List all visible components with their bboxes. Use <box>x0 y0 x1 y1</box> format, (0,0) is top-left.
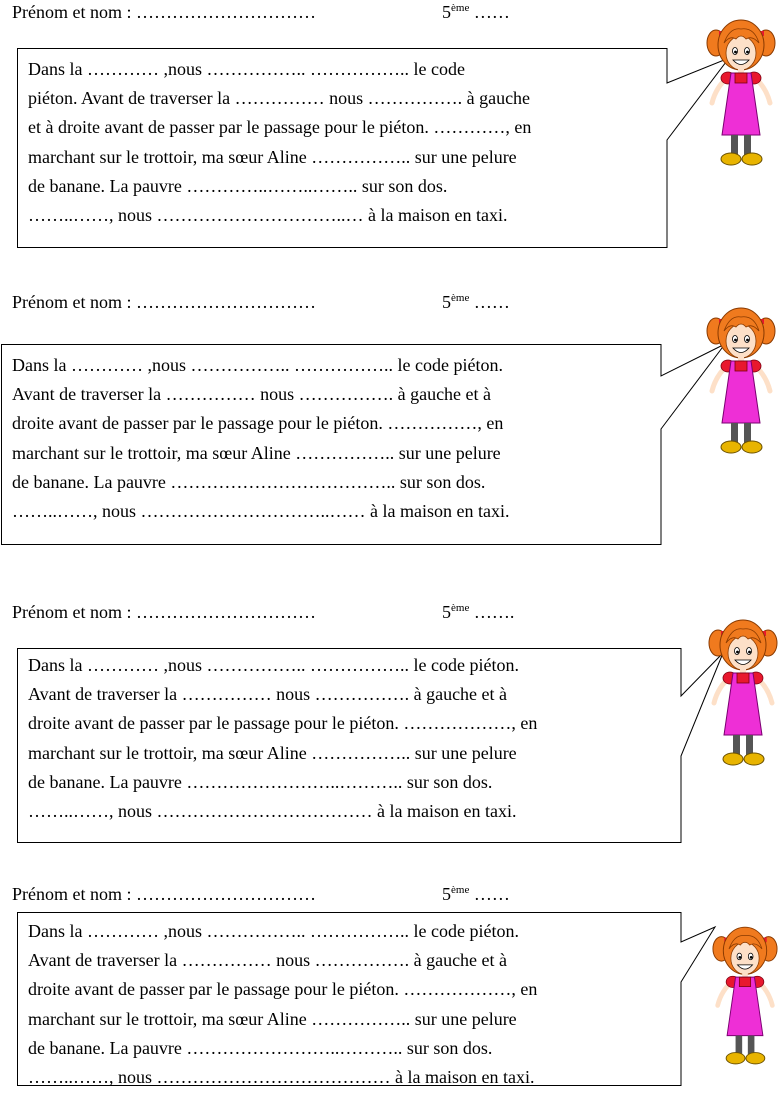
text-line: droite avant de passer par le passage pour le piéton. ………………, en <box>28 713 538 734</box>
text-line: de banane. La pauvre ……………………..……….. sur son dos. <box>28 1037 493 1058</box>
exercise-text <box>28 651 537 826</box>
speech-bubble <box>17 648 737 846</box>
text-line: marchant sur le trottoir, ma sœur Aline …………….. sur une pelure <box>12 442 501 463</box>
worksheet-header <box>12 884 510 905</box>
worksheet-header <box>12 602 515 623</box>
text-line: marchant sur le trottoir, ma sœur Aline …………….. sur une pelure <box>28 146 517 167</box>
name-field-label: Prénom et nom : ………………………… <box>12 292 316 312</box>
text-line: Avant de traverser la …………… nous ……………. à gauche et à <box>28 950 508 971</box>
text-line: Avant de traverser la …………… nous ……………. à gauche et à <box>12 384 492 405</box>
text-line: marchant sur le trottoir, ma sœur Aline …………….. sur une pelure <box>28 1008 517 1029</box>
exercise-text <box>28 55 531 230</box>
text-line: ……..……, nous ………………………………… à la maison en taxi. <box>28 1067 535 1088</box>
class-level: 5ème …… <box>442 884 510 904</box>
class-level: 5ème ……. <box>442 602 515 622</box>
exercise-text <box>28 917 537 1092</box>
text-line: Dans la ………… ,nous …………….. …………….. le code piéton. <box>28 921 519 941</box>
text-line: de banane. La pauvre ……………………………….. sur son dos. <box>12 471 486 492</box>
text-line: marchant sur le trottoir, ma sœur Aline …………….. sur une pelure <box>28 742 517 763</box>
name-field-label: Prénom et nom : ………………………… <box>12 2 316 22</box>
text-line: ……..……, nous …………………………..…… à la maison en taxi. <box>12 501 510 522</box>
text-line: Dans la ………… ,nous …………….. …………….. le code <box>28 59 465 79</box>
name-field-label: Prénom et nom : ………………………… <box>12 602 316 622</box>
text-line: droite avant de passer par le passage pour le piéton. ………………, en <box>28 979 538 1000</box>
text-line: Avant de traverser la …………… nous ……………. à gauche et à <box>28 684 508 705</box>
class-level: 5ème …… <box>442 292 510 312</box>
name-field-label: Prénom et nom : ………………………… <box>12 884 316 904</box>
worksheet-header <box>12 292 510 313</box>
girl-illustration-icon <box>706 12 776 174</box>
girl-illustration-icon <box>712 920 778 1072</box>
text-line: et à droite avant de passer par le passage pour le piéton. …………, en <box>28 117 532 138</box>
text-line: droite avant de passer par le passage pour le piéton. ……………, en <box>12 413 504 434</box>
text-line: ……..……, nous …………………………..… à la maison en taxi. <box>28 205 508 226</box>
girl-illustration-icon <box>708 612 778 774</box>
text-line: Dans la ………… ,nous …………….. …………….. le code piéton. <box>28 655 519 675</box>
exercise-text <box>12 351 509 526</box>
speech-bubble <box>17 48 737 250</box>
text-line: Dans la ………… ,nous …………….. …………….. le code piéton. <box>12 355 503 375</box>
speech-bubble <box>17 912 717 1088</box>
speech-bubble <box>1 344 741 546</box>
worksheet-header <box>12 2 510 23</box>
girl-illustration-icon <box>706 300 776 462</box>
text-line: de banane. La pauvre ……………………..……….. sur son dos. <box>28 771 493 792</box>
text-line: de banane. La pauvre …………..……..…….. sur son dos. <box>28 175 448 196</box>
class-level: 5ème …… <box>442 2 510 22</box>
text-line: ……..……, nous ……………………………… à la maison en taxi. <box>28 801 517 822</box>
text-line: piéton. Avant de traverser la …………… nous ……………. à gauche <box>28 88 531 109</box>
